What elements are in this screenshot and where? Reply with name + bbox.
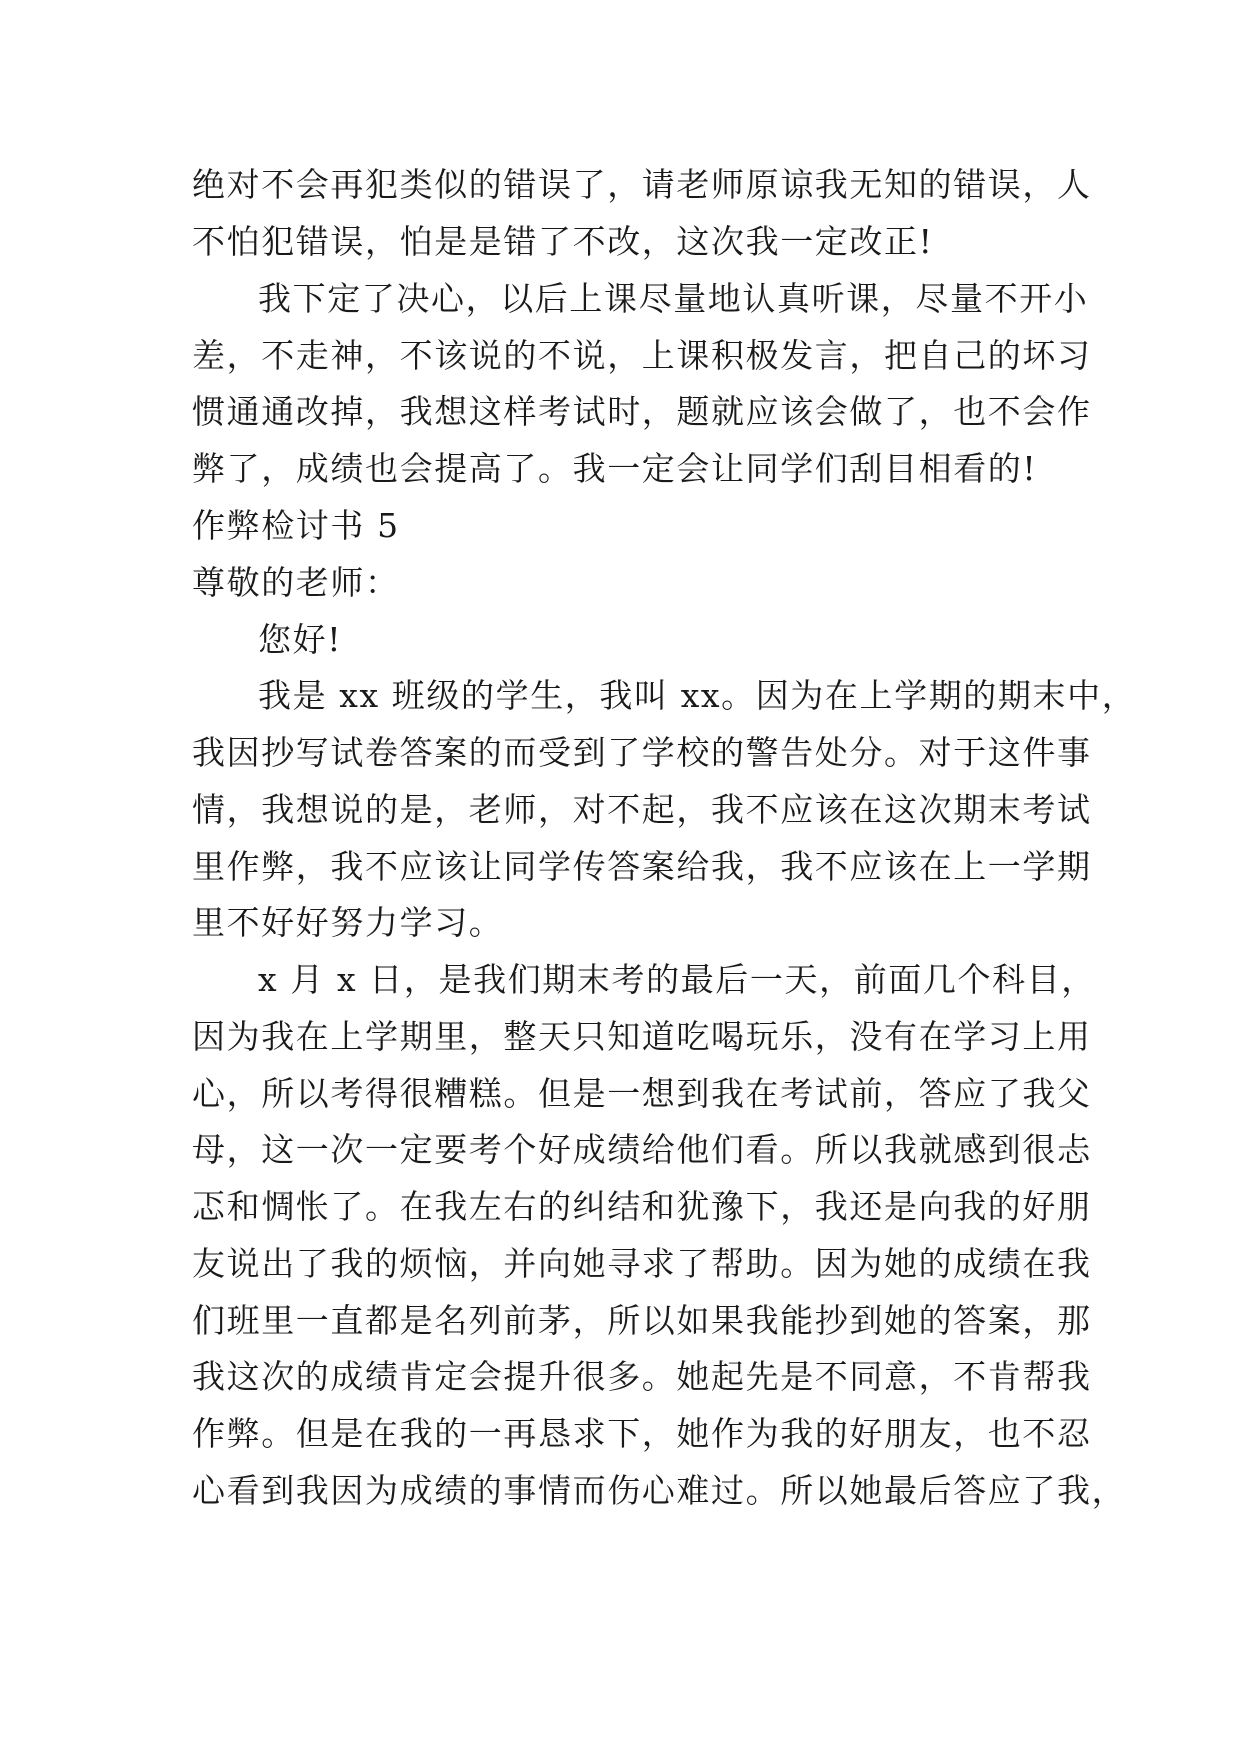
text-line: 作弊。但是在我的一再恳求下，她作为我的好朋友，也不忍 xyxy=(192,1414,1092,1453)
salutation: 尊敬的老师： xyxy=(192,563,400,602)
text-line: 情，我想说的是，老师，对不起，我不应该在这次期末考试 xyxy=(192,790,1092,829)
text-line: 里不好好努力学习。 xyxy=(192,903,504,942)
text-line: 我因抄写试卷答案的而受到了学校的警告处分。对于这件事 xyxy=(192,733,1092,772)
text-line: 弊了，成绩也会提高了。我一定会让同学们刮目相看的! xyxy=(192,449,1038,488)
text-line: 差，不走神，不该说的不说，上课积极发言，把自己的坏习 xyxy=(192,336,1092,375)
text-line: 友说出了我的烦恼，并向她寻求了帮助。因为她的成绩在我 xyxy=(192,1244,1092,1283)
greeting: 您好! xyxy=(258,620,343,659)
text-line: 里作弊，我不应该让同学传答案给我，我不应该在上一学期 xyxy=(192,847,1092,886)
paragraph-first-line: x 月 x 日，是我们期末考的最后一天，前面几个科目， xyxy=(258,960,1096,999)
text-line: 母，这一次一定要考个好成绩给他们看。所以我就感到很忐 xyxy=(192,1130,1092,1169)
text-line: 心，所以考得很糟糕。但是一想到我在考试前，答应了我父 xyxy=(192,1074,1092,1113)
text-line: 惯通通改掉，我想这样考试时，题就应该会做了，也不会作 xyxy=(192,392,1092,431)
text-line: 我这次的成绩肯定会提升很多。她起先是不同意，不肯帮我 xyxy=(192,1357,1092,1396)
text-line: 不怕犯错误，怕是是错了不改，这次我一定改正! xyxy=(192,222,934,261)
paragraph-first-line: 我是 xx 班级的学生，我叫 xx。因为在上学期的期末中， xyxy=(258,676,1137,715)
paragraph-first-line: 我下定了决心，以后上课尽量地认真听课，尽量不开小 xyxy=(258,279,1089,318)
text-line: 心看到我因为成绩的事情而伤心难过。所以她最后答应了我， xyxy=(192,1471,1127,1510)
text-line: 因为我在上学期里，整天只知道吃喝玩乐，没有在学习上用 xyxy=(192,1017,1092,1056)
text-line: 们班里一直都是名列前茅，所以如果我能抄到她的答案，那 xyxy=(192,1301,1092,1340)
text-line: 忑和惆怅了。在我左右的纠结和犹豫下，我还是向我的好朋 xyxy=(192,1187,1092,1226)
section-heading: 作弊检讨书 5 xyxy=(192,506,400,545)
text-line: 绝对不会再犯类似的错误了，请老师原谅我无知的错误，人 xyxy=(192,165,1092,204)
